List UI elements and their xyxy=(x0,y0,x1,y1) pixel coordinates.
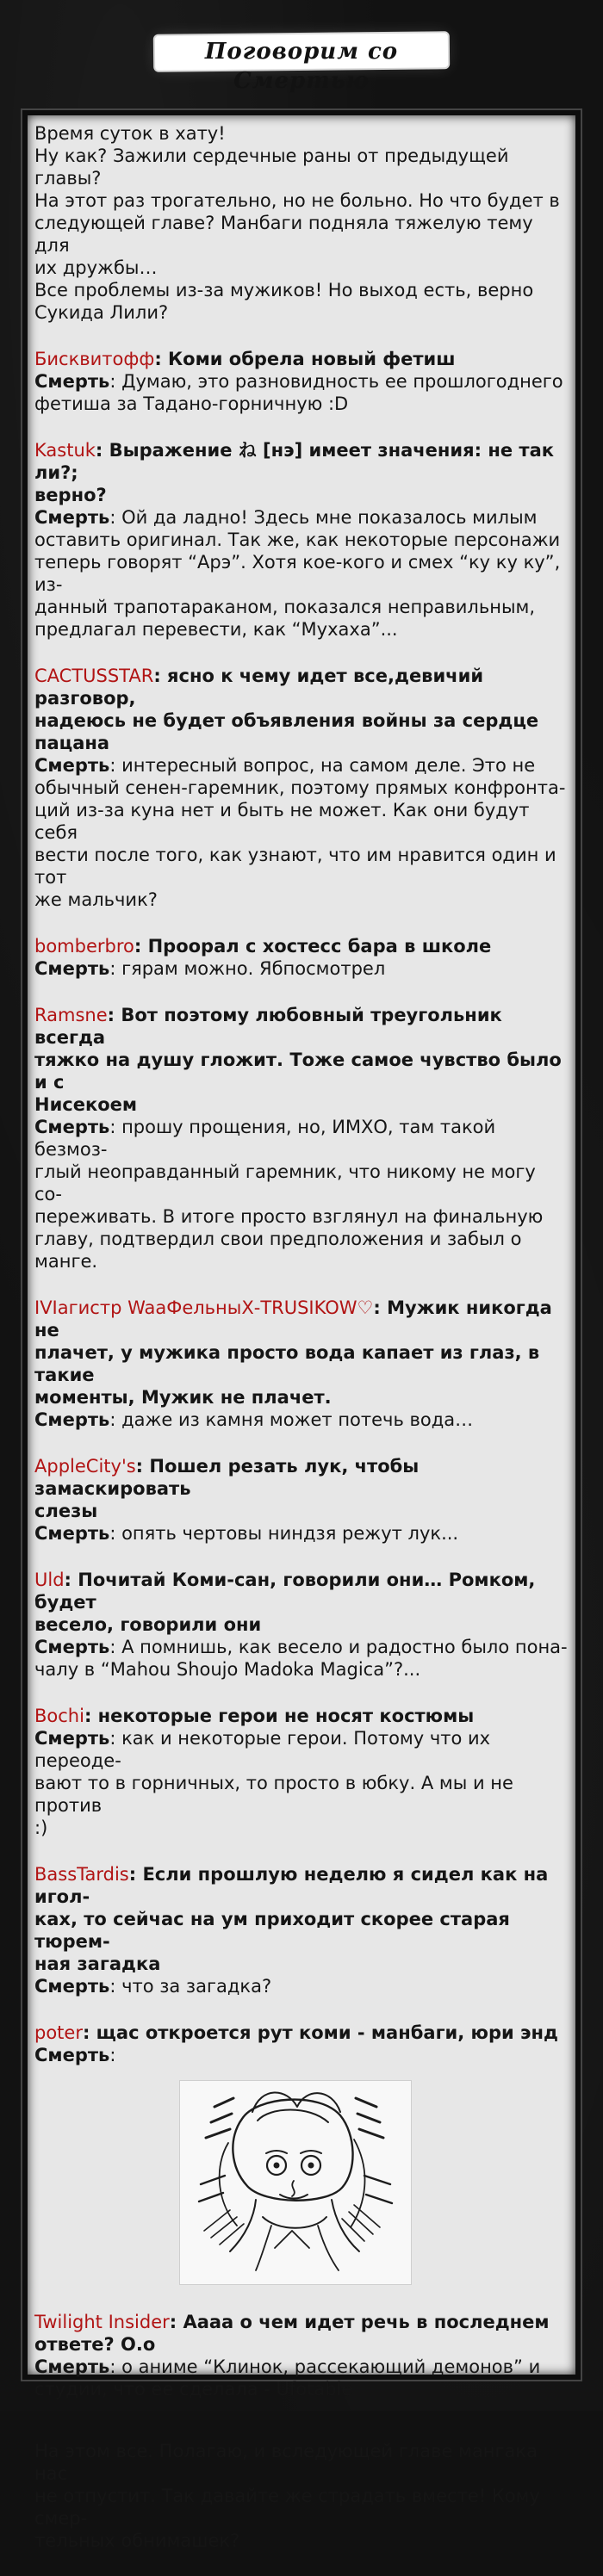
question-line: пацана xyxy=(34,733,110,753)
manga-panel-image-container xyxy=(34,2073,569,2287)
answer-label: Смерть xyxy=(34,2356,110,2377)
answer-label: Смерть xyxy=(34,1523,110,1544)
question-line: моменты, Мужик не плачет. xyxy=(34,1387,332,1408)
answer-line xyxy=(34,370,569,393)
page-title: Поговорим со Смертью xyxy=(204,39,399,94)
question-line: Нисекоем xyxy=(34,1094,138,1115)
answer-line: данный трапотараканом, показался неправильным, xyxy=(34,597,536,617)
question-line: тяжко на душу гложит. Тоже самое чувство было и с xyxy=(34,1050,562,1093)
question-line: ответе? О.о xyxy=(34,2334,156,2355)
question-line xyxy=(34,2022,569,2044)
question-line xyxy=(34,935,569,957)
qa-block xyxy=(34,1705,569,1839)
answer-line xyxy=(34,1409,569,1431)
question-text: : Проорал с хостесс бара в школе xyxy=(134,936,492,957)
answer-label: Смерть xyxy=(34,958,110,979)
answer-line xyxy=(34,1116,569,1161)
answer-line xyxy=(34,957,569,980)
question-text: : Почитай Коми-сан, говорили они… Ромком, будет xyxy=(34,1570,536,1613)
intro-line: их дружбы… xyxy=(34,257,158,278)
commenter-name: Ramsne xyxy=(34,1005,108,1025)
answer-text: : прошу прощения, но, ИМХО, там такой безмоз- xyxy=(34,1117,496,1160)
question-line xyxy=(34,1455,569,1500)
commenter-name: AppleCity's xyxy=(34,1456,136,1477)
question-text: : Вот поэтому любовный треугольник всегда xyxy=(34,1005,502,1048)
answer-line: ций из-за куна нет и быть не может. Как они будут себя xyxy=(34,800,530,843)
question-line xyxy=(34,439,569,484)
answer-text: : гярам можно. Ябпосмотрел xyxy=(109,958,386,979)
answer-line: манге. xyxy=(34,1251,98,1272)
answer-label: Смерть xyxy=(34,755,110,776)
answer-line: студии, что ее сделала - Ufotable xyxy=(34,2379,353,2400)
answer-label: Смерть xyxy=(34,507,110,528)
header xyxy=(0,0,603,103)
answer-line: оставить оригинал. Так же, как некоторые персонажи xyxy=(34,529,561,550)
answer-text: : о аниме “Клинок, рассекающий демонов” и xyxy=(109,2356,541,2377)
question-text: : Пошел резать лук, чтобы замаскировать xyxy=(34,1456,420,1499)
comment-content xyxy=(34,122,569,2576)
intro-line: Ну как? Зажили сердечные раны от предыдущей главы? xyxy=(34,146,509,189)
answer-line: чалу в “Mahou Shoujo Madoka Magica”?... xyxy=(34,1659,421,1680)
intro-line: На этот раз трогательно, но не больно. Но что будет в xyxy=(34,190,560,211)
question-line: ках, то сейчас на ум приходит скорее старая тюрем- xyxy=(34,1909,510,1952)
commenter-name: Uld xyxy=(34,1570,65,1590)
answer-label: Смерть xyxy=(34,1728,110,1749)
question-line: весело, говорили они xyxy=(34,1614,262,1635)
question-text: : Коми обрела новый фетиш xyxy=(154,349,456,369)
commenter-name: Twilight Insider xyxy=(34,2312,170,2332)
answer-text: : А помнишь, как весело и радостно было пона- xyxy=(109,1637,568,1657)
question-line xyxy=(34,1705,569,1727)
answer-line: предлагал перевести, как “Мухаха”... xyxy=(34,619,398,640)
intro-line: Все проблемы из-за мужиков! Но выход есть, верно xyxy=(34,280,534,300)
outro-line: не отпустит. Так давайте же страдать вместе! Кому смер- xyxy=(34,2486,540,2529)
answer-text: : xyxy=(109,2045,116,2065)
answer-line: главу, подтвердил свои предположения и забыл о xyxy=(34,1229,522,1249)
manga-panel-image xyxy=(179,2080,412,2285)
qa-block xyxy=(34,1297,569,1431)
question-text: : некоторые герои не носят костюмы xyxy=(84,1706,475,1726)
qa-block xyxy=(34,665,569,911)
question-line xyxy=(34,348,569,370)
answer-line: вести после того, как узнают, что им нравится один и тот xyxy=(34,845,556,888)
answer-line xyxy=(34,1522,569,1545)
intro-line: следующей главе? Манбаги подняла тяжелую тему для xyxy=(34,213,533,256)
answer-line: же мальчик? xyxy=(34,889,158,910)
answer-label: Смерть xyxy=(34,1637,110,1657)
question-line xyxy=(34,665,569,709)
outro-line: На этом все. Полагаю, и вследующей главе мангака нас xyxy=(34,2441,538,2484)
intro-block xyxy=(34,122,569,324)
question-text: : ясно к чему идет все,девичий разговор, xyxy=(34,666,484,709)
question-line: слезы xyxy=(34,1501,98,1521)
commenter-name: Kastuk xyxy=(34,440,96,461)
answer-text: : опять чертовы ниндзя режут лук... xyxy=(109,1523,459,1544)
question-line xyxy=(34,2311,569,2333)
question-line xyxy=(34,1569,569,1613)
commenter-name: IVIагистр WaaФельныХ-TRUSIKOW♡ xyxy=(34,1297,374,1318)
intro-line: Время суток в хату! xyxy=(34,123,226,144)
commenter-name: Бисквитофф xyxy=(34,349,155,369)
question-text: : Выражение ね [нэ] имеет значения: не так ли?; xyxy=(34,440,554,483)
answer-line xyxy=(34,1636,569,1658)
answer-line: фетиша за Тадано-горничную :D xyxy=(34,393,349,414)
question-text: : Если прошлую неделю я сидел как на игол- xyxy=(34,1864,549,1907)
qa-block xyxy=(34,439,569,641)
qa-block xyxy=(34,1004,569,1273)
answer-label: Смерть xyxy=(34,1976,110,1997)
answer-line: вают то в горничных, то просто в юбку. А мы и не против xyxy=(34,1773,513,1816)
answer-line xyxy=(34,1975,569,1997)
qa-block xyxy=(34,1455,569,1545)
answer-text: : Ой да ладно! Здесь мне показалось милым xyxy=(109,507,538,528)
question-line xyxy=(34,1297,569,1341)
answer-label: Смерть xyxy=(34,1117,110,1137)
qa-block xyxy=(34,1863,569,1997)
question-line xyxy=(34,1863,569,1908)
answer-line xyxy=(34,754,569,777)
question-line: верно? xyxy=(34,485,107,505)
qa-block-with-image xyxy=(34,2022,569,2287)
answer-line: обычный сенен-гаремник, поэтому прямых конфронта- xyxy=(34,777,566,798)
answer-line xyxy=(34,2044,569,2066)
answer-line: теперь говорят “Арэ”. Хотя кое-кого и смех “ку ку ку”, из- xyxy=(34,552,561,595)
answer-text: : как и некоторые герои. Потому что их переоде- xyxy=(34,1728,491,1771)
answer-line xyxy=(34,2356,569,2378)
answer-label: Смерть xyxy=(34,1409,110,1430)
intro-line: Сукида Лили? xyxy=(34,302,169,323)
question-line: надеюсь не будет объявления войны за сердце xyxy=(34,710,539,731)
answer-line: глый неоправданный гаремник, что никому не могу со- xyxy=(34,1161,536,1204)
question-line: ная загадка xyxy=(34,1954,161,1974)
commenter-name: CACTUSSTAR xyxy=(34,666,154,686)
answer-text: : интересный вопрос, на самом деле. Это не xyxy=(109,755,536,776)
outro-line: тельных обнимашек? xyxy=(34,2530,240,2551)
question-text: : Мужик никогда не xyxy=(34,1297,552,1341)
commenter-name: Bochi xyxy=(34,1706,84,1726)
question-text: : Аааа о чем идет речь в последнем xyxy=(169,2312,550,2332)
answer-line: переживать. В итоге просто взглянул на финальную xyxy=(34,1206,544,1227)
answer-label: Смерть xyxy=(34,371,110,392)
commenter-name: bomberbro xyxy=(34,936,134,957)
qa-block xyxy=(34,2311,569,2400)
answer-text: : даже из камня может потечь вода… xyxy=(109,1409,474,1430)
answer-text: : Думаю, это разновидность ее прошлогоднего xyxy=(109,371,563,392)
qa-block xyxy=(34,1569,569,1681)
commenter-name: poter xyxy=(34,2022,83,2043)
question-text: : щас откроется рут коми - манбаги, юри энд xyxy=(82,2022,558,2043)
manga-panel-sketch xyxy=(180,2081,411,2284)
answer-line xyxy=(34,1727,569,1772)
qa-block xyxy=(34,348,569,415)
question-line xyxy=(34,1004,569,1049)
commenter-name: BassTardis xyxy=(34,1864,129,1885)
outro-block xyxy=(34,2440,569,2552)
answer-line xyxy=(34,506,569,529)
answer-label: Смерть xyxy=(34,2045,110,2065)
qa-block xyxy=(34,935,569,980)
answer-text: : что за загадка? xyxy=(109,1976,272,1997)
question-line: плачет, у мужика просто вода капает из глаз, в такие xyxy=(34,1342,540,1385)
answer-line: :) xyxy=(34,1817,48,1838)
